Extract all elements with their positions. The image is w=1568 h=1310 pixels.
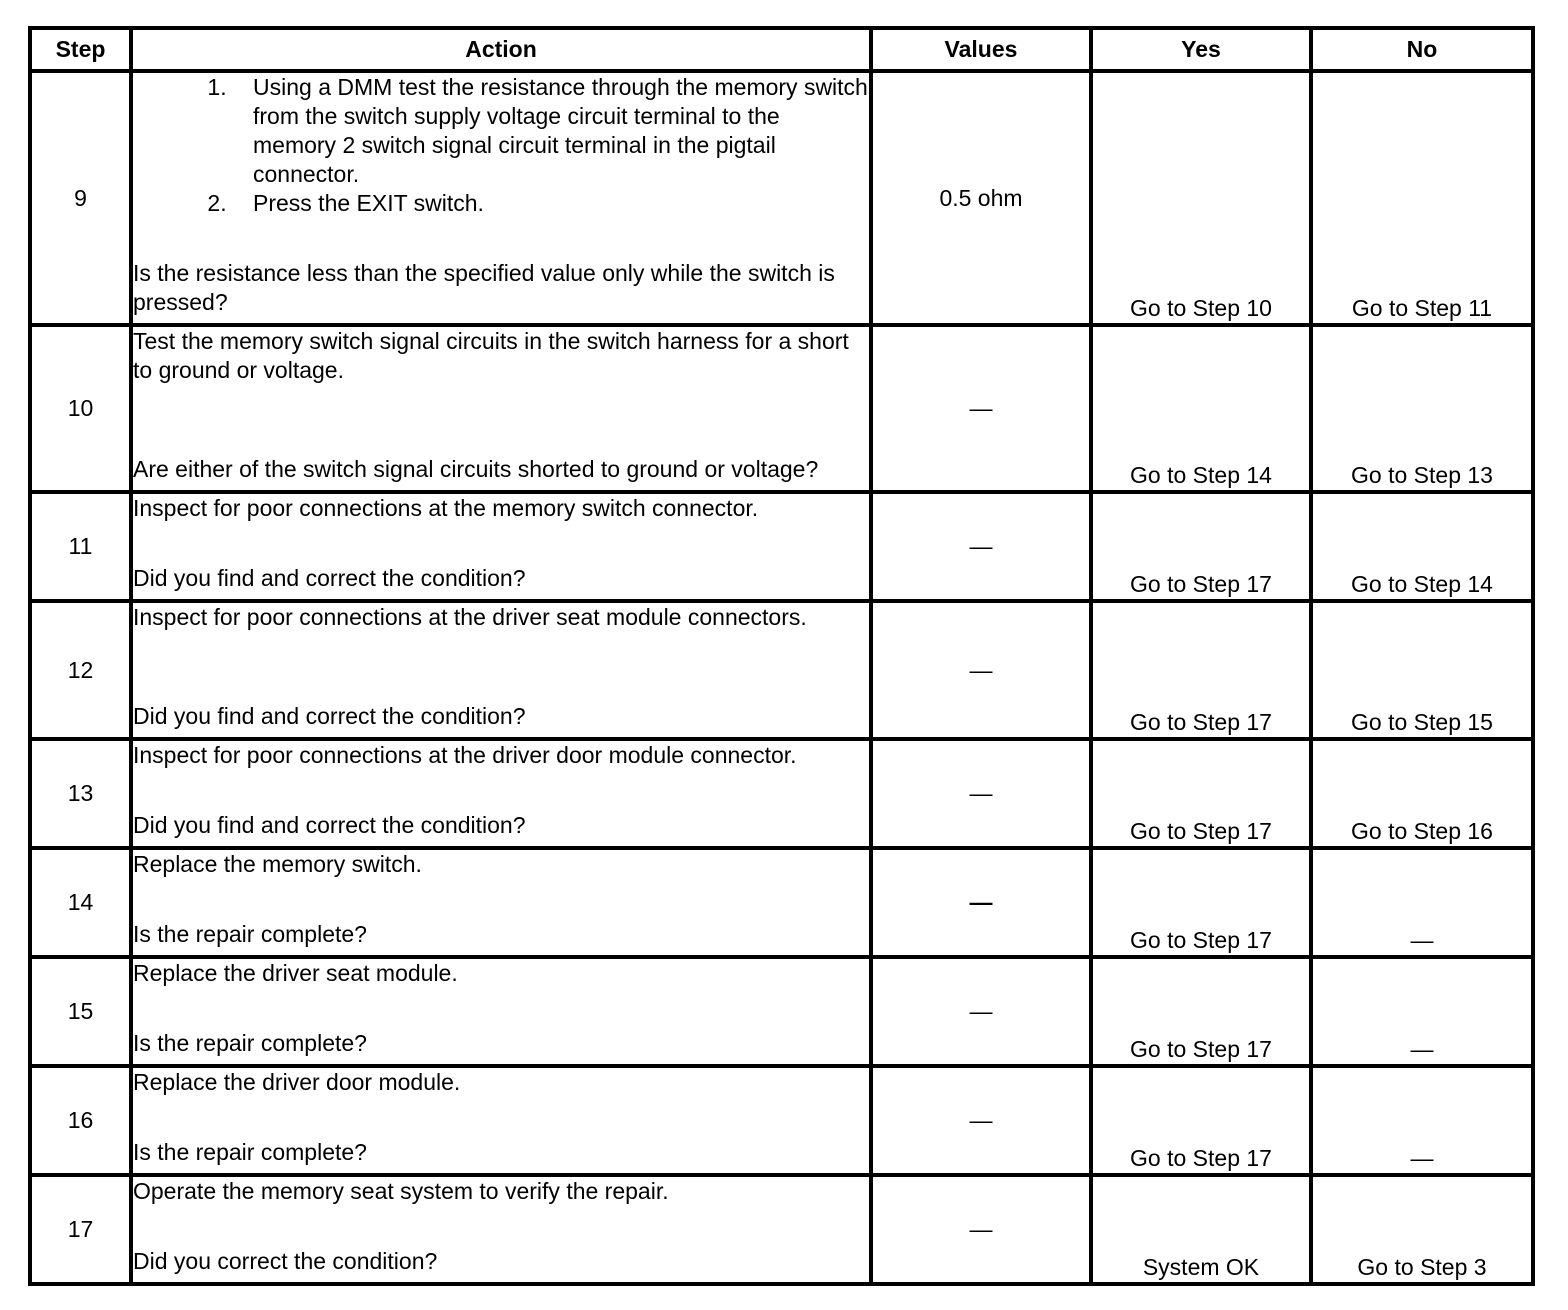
header-yes: Yes xyxy=(1091,28,1311,71)
value-cell: — xyxy=(871,601,1091,739)
action-cell xyxy=(131,492,871,601)
no-result: Go to Step 3 xyxy=(1311,1175,1533,1284)
value-cell: 0.5 ohm xyxy=(871,71,1091,325)
value-cell: — xyxy=(871,848,1091,957)
header-row xyxy=(30,28,1533,71)
yes-result: Go to Step 10 xyxy=(1091,71,1311,325)
value-cell: — xyxy=(871,1175,1091,1284)
action-cell xyxy=(131,71,871,325)
action-cell xyxy=(131,957,871,1066)
value-cell: — xyxy=(871,1066,1091,1175)
no-result: Go to Step 15 xyxy=(1311,601,1533,739)
action-cell xyxy=(131,601,871,739)
no-result: Go to Step 11 xyxy=(1311,71,1533,325)
step-number: 10 xyxy=(30,325,131,492)
value-cell: — xyxy=(871,492,1091,601)
table-row xyxy=(30,739,1533,848)
yes-result: Go to Step 14 xyxy=(1091,325,1311,492)
action-cell xyxy=(131,1066,871,1175)
no-result: — xyxy=(1311,848,1533,957)
action-instruction: Inspect for poor connections at the driver door module connector. xyxy=(133,742,797,768)
no-result: — xyxy=(1311,1066,1533,1175)
action-question: Are either of the switch signal circuits shorted to ground or voltage? xyxy=(133,456,819,482)
action-cell xyxy=(131,1175,871,1284)
table-row xyxy=(30,601,1533,739)
action-cell xyxy=(131,325,871,492)
step-number: 12 xyxy=(30,601,131,739)
yes-result: Go to Step 17 xyxy=(1091,957,1311,1066)
header-values: Values xyxy=(871,28,1091,71)
value-cell: — xyxy=(871,739,1091,848)
action-instruction: Inspect for poor connections at the memory switch connector. xyxy=(133,495,759,521)
action-instruction: Replace the driver door module. xyxy=(133,1069,461,1095)
table-row xyxy=(30,1066,1533,1175)
step-number: 9 xyxy=(30,71,131,325)
step-number: 16 xyxy=(30,1066,131,1175)
yes-result: Go to Step 17 xyxy=(1091,1066,1311,1175)
header-no: No xyxy=(1311,28,1533,71)
yes-result: Go to Step 17 xyxy=(1091,739,1311,848)
action-question: Is the repair complete? xyxy=(133,1030,367,1056)
header-action: Action xyxy=(131,28,871,71)
no-result: Go to Step 16 xyxy=(1311,739,1533,848)
header-step: Step xyxy=(30,28,131,71)
value-cell: — xyxy=(871,325,1091,492)
value-cell: — xyxy=(871,957,1091,1066)
table-row xyxy=(30,325,1533,492)
yes-result: Go to Step 17 xyxy=(1091,492,1311,601)
no-result: Go to Step 13 xyxy=(1311,325,1533,492)
action-question: Is the repair complete? xyxy=(133,921,367,947)
action-question: Did you find and correct the condition? xyxy=(133,565,526,591)
no-result: — xyxy=(1311,957,1533,1066)
action-list-item: 2. Press the EXIT switch. xyxy=(233,189,869,218)
action-list-item: 1. Using a DMM test the resistance through the memory switch from the switch supply voltage circuit terminal to the memory 2 switch signal circuit terminal in the pigtail connector. xyxy=(233,73,869,189)
no-result: Go to Step 14 xyxy=(1311,492,1533,601)
step-number: 13 xyxy=(30,739,131,848)
step-number: 15 xyxy=(30,957,131,1066)
yes-result: Go to Step 17 xyxy=(1091,601,1311,739)
action-instruction: Replace the memory switch. xyxy=(133,851,422,877)
action-cell xyxy=(131,739,871,848)
action-cell xyxy=(131,848,871,957)
action-instruction: Test the memory switch signal circuits in the switch harness for a short to ground or voltage. xyxy=(133,328,849,383)
action-question: Did you find and correct the condition? xyxy=(133,812,526,838)
diagnostic-table xyxy=(28,26,1535,1286)
table-row xyxy=(30,71,1533,325)
action-question: Did you correct the condition? xyxy=(133,1248,438,1274)
action-list xyxy=(133,73,869,218)
action-question: Is the resistance less than the specified value only while the switch is pressed? xyxy=(133,260,835,315)
table-row xyxy=(30,492,1533,601)
yes-result: Go to Step 17 xyxy=(1091,848,1311,957)
table-row xyxy=(30,848,1533,957)
step-number: 11 xyxy=(30,492,131,601)
step-number: 14 xyxy=(30,848,131,957)
action-question: Did you find and correct the condition? xyxy=(133,703,526,729)
action-question: Is the repair complete? xyxy=(133,1139,367,1165)
table-row xyxy=(30,957,1533,1066)
step-number: 17 xyxy=(30,1175,131,1284)
action-instruction: Operate the memory seat system to verify the repair. xyxy=(133,1178,669,1204)
table-row xyxy=(30,1175,1533,1284)
action-instruction: Inspect for poor connections at the driver seat module connectors. xyxy=(133,604,807,630)
action-instruction: Replace the driver seat module. xyxy=(133,960,458,986)
yes-result: System OK xyxy=(1091,1175,1311,1284)
